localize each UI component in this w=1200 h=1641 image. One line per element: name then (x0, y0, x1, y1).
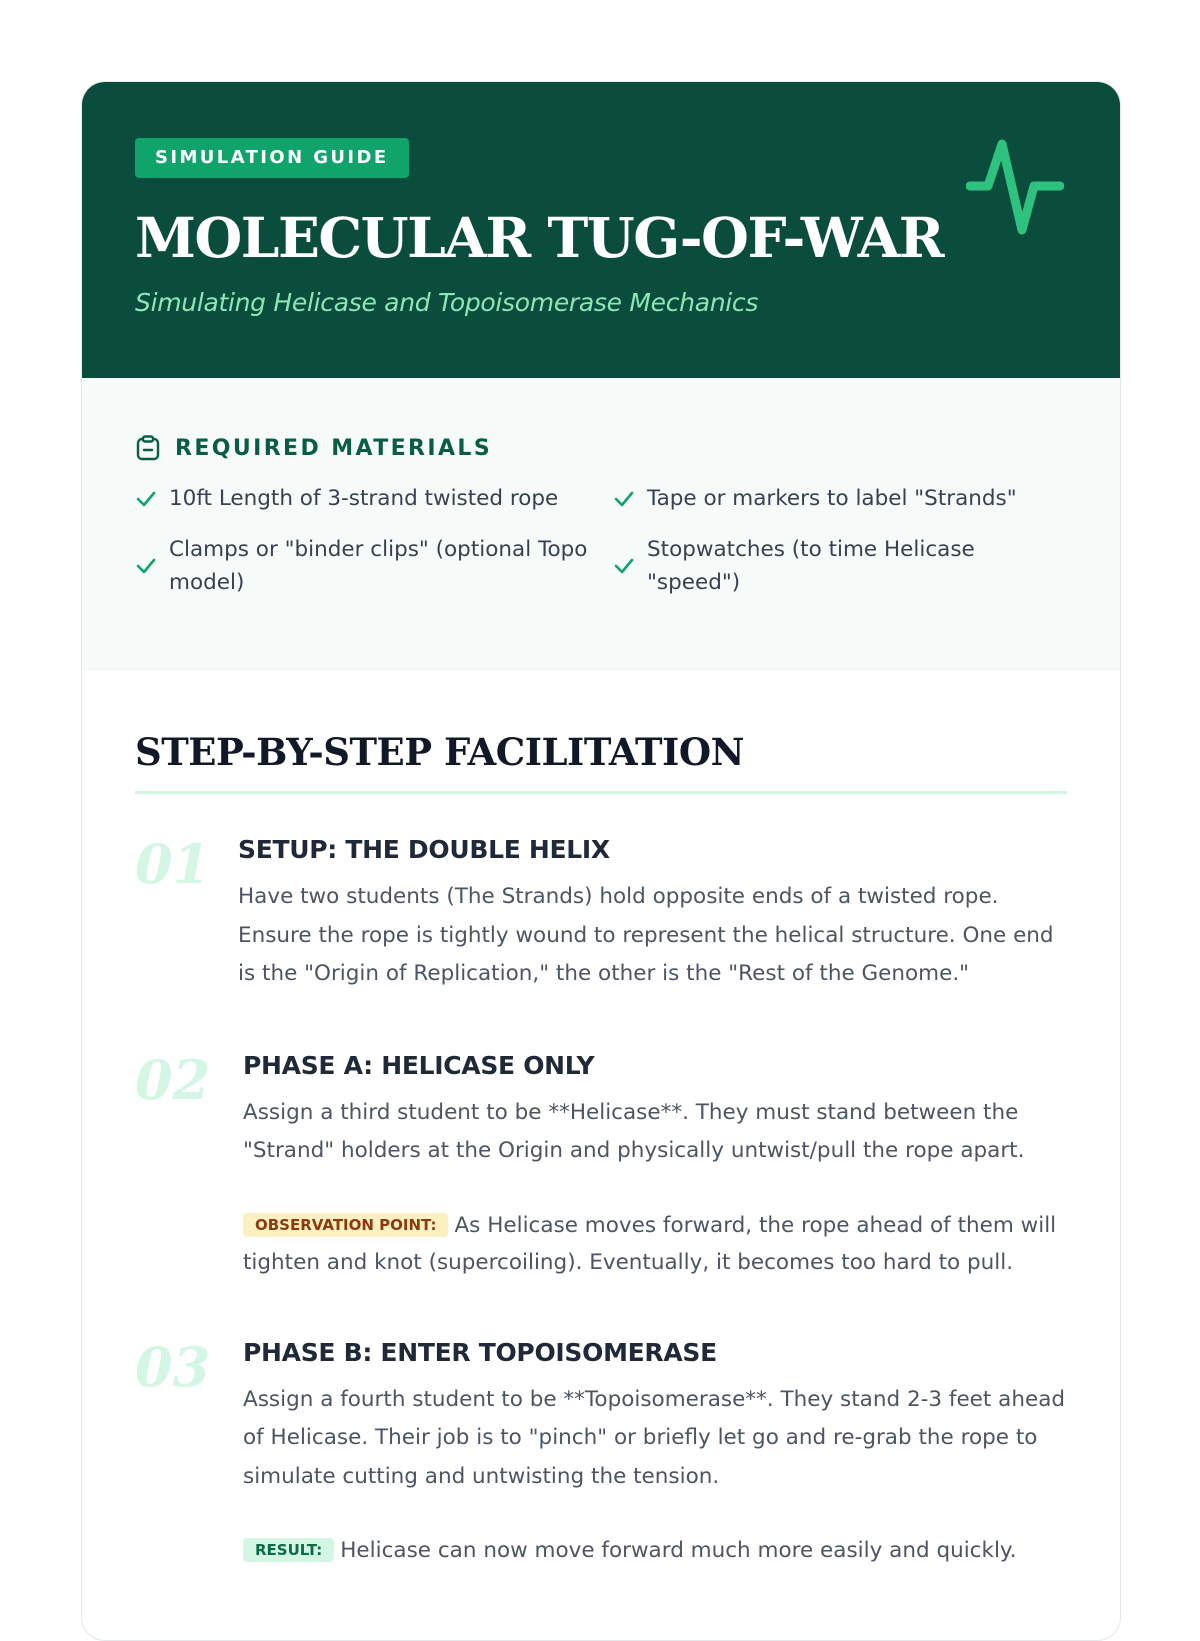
callout-text: Helicase can now move forward much more easily and quickly. (340, 1538, 1017, 1563)
material-item (613, 482, 1073, 515)
step-body (243, 1050, 1067, 1281)
materials-heading-text: REQUIRED MATERIALS (175, 435, 493, 461)
step-1 (135, 834, 1067, 994)
step-number: 02 (135, 1047, 211, 1112)
step-body (238, 834, 1067, 994)
result-callout (243, 1532, 1067, 1569)
step-2 (135, 1047, 1067, 1281)
page-title: MOLECULAR TUG-OF-WAR (135, 205, 943, 270)
check-icon (613, 488, 635, 510)
step-text: Assign a third student to be **Helicase**. They must stand between the "Strand" holders at the Origin and physically untwist/pull the rope apart. (243, 1099, 1025, 1163)
page-subtitle: Simulating Helicase and Topoisomerase Mechanics (135, 288, 759, 317)
materials-list (135, 482, 1067, 599)
check-icon (135, 488, 157, 510)
observation-callout (243, 1207, 1067, 1281)
step-body (243, 1337, 1067, 1570)
material-item (613, 533, 1073, 599)
material-item (135, 533, 613, 599)
steps-heading: STEP-BY-STEP FACILITATION (135, 729, 1067, 794)
material-item (135, 482, 613, 515)
pulse-icon (966, 138, 1064, 236)
material-label: 10ft Length of 3-strand twisted rope (169, 486, 559, 511)
step-text: Have two students (The Strands) hold opposite ends of a twisted rope. Ensure the rope is tightly wound to represent the helical structure. One end is the "Origin of Replication," the other is the "Rest of the Genome." (238, 884, 1054, 986)
header-banner (82, 82, 1120, 378)
check-icon (613, 555, 635, 577)
result-tag: RESULT: (243, 1538, 334, 1562)
clipboard-icon (135, 435, 161, 461)
materials-heading (135, 434, 1067, 462)
step-number: 03 (135, 1334, 211, 1399)
step-title: SETUP: THE DOUBLE HELIX (238, 835, 610, 864)
observation-point-tag: OBSERVATION POINT: (243, 1213, 448, 1237)
callout-text: As Helicase moves forward, the rope ahead of them will tighten and knot (supercoiling). Eventually, it becomes too hard to pull. (243, 1212, 1057, 1275)
simulation-guide-badge: SIMULATION GUIDE (135, 138, 409, 178)
material-label: Stopwatches (to time Helicase "speed") (647, 537, 975, 595)
step-3 (135, 1334, 1067, 1570)
required-materials-section (82, 378, 1120, 671)
material-label: Tape or markers to label "Strands" (647, 486, 1017, 511)
step-title: PHASE A: HELICASE ONLY (243, 1050, 595, 1080)
step-number: 01 (135, 832, 211, 896)
guide-card (81, 81, 1121, 1641)
steps-section (82, 671, 1120, 1569)
step-title: PHASE B: ENTER TOPOISOMERASE (243, 1337, 717, 1367)
material-label: Clamps or "binder clips" (optional Topo model) (169, 537, 588, 595)
check-icon (135, 555, 157, 577)
step-text: Assign a fourth student to be **Topoisomerase**. They stand 2-3 feet ahead of Helicase. Their job is to "pinch" or briefly let go and re-grab the rope to simulate cutting and untwisting the tension. (243, 1386, 1066, 1489)
